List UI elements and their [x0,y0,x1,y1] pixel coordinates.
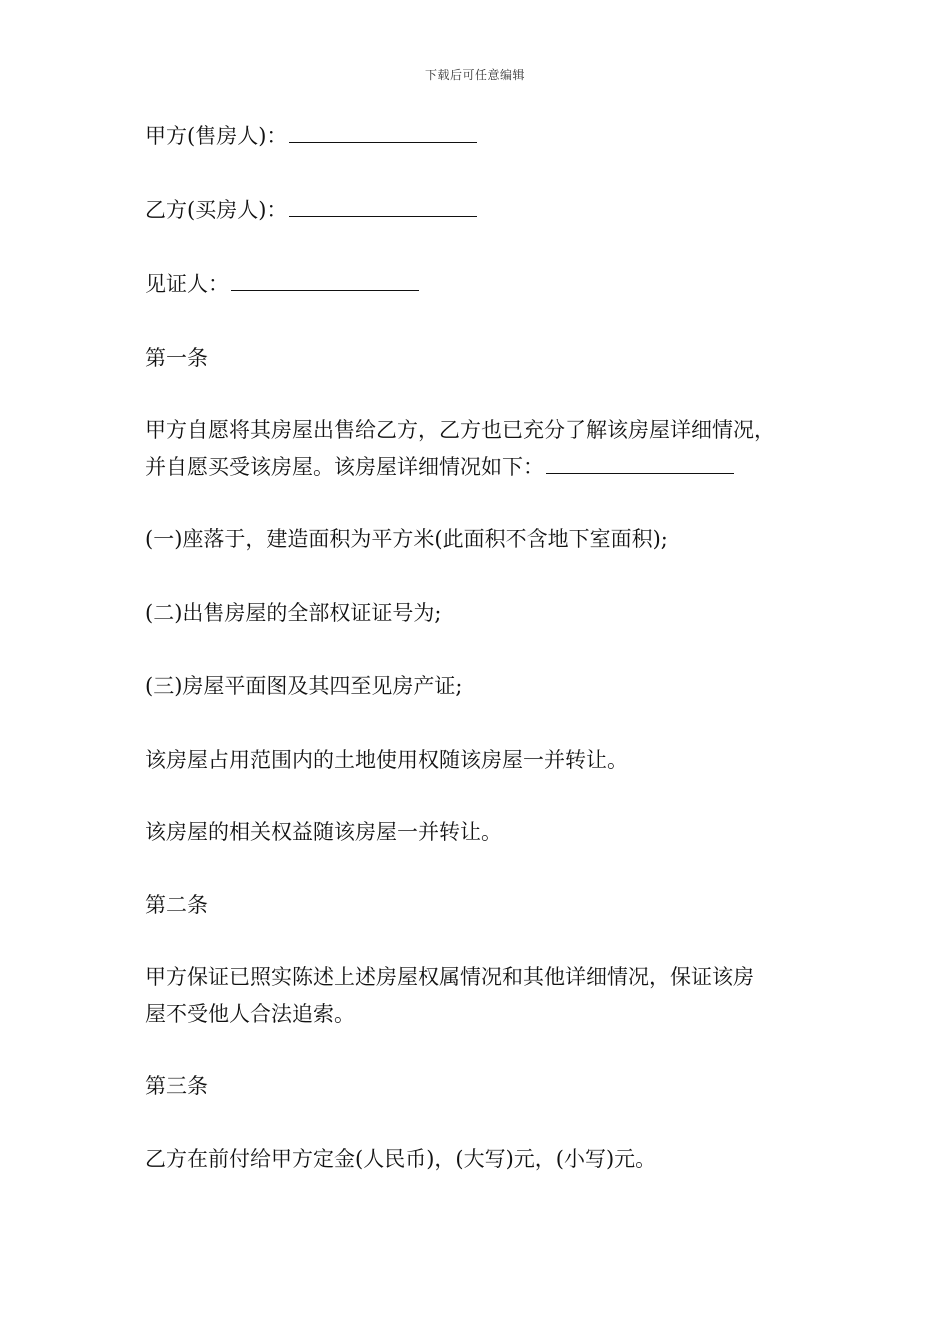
buyer-blank [289,196,477,217]
property-detail-blank [546,453,734,474]
article1-para-line2-text: 并自愿买受该房屋。该房屋详细情况如下： [145,455,544,479]
land-right-text: 该房屋占用范围内的土地使用权随该房屋一并转让。 [145,748,628,772]
article2-para-line1: 甲方保证已照实陈述上述房屋权属情况和其他详细情况，保证该房 [145,965,754,989]
seller-line [145,118,845,154]
witness-blank [231,270,419,291]
seller-blank [289,122,477,143]
article1-item3: (三)房屋平面图及其四至见房产证; [145,674,463,698]
witness-label: 见证人： [145,272,229,296]
article1-item2: (二)出售房屋的全部权证证号为; [145,601,442,625]
article1-title: 第一条 [145,346,208,370]
article3-para: 乙方在前付给甲方定金(人民币)，(大写)元，(小写)元。 [145,1147,657,1171]
witness-line [145,266,845,302]
header-note: 下载后可任意编辑 [424,68,525,82]
article3-title: 第三条 [145,1074,208,1098]
buyer-label: 乙方(买房人)： [145,198,288,222]
seller-label: 甲方(售房人)： [145,124,288,148]
buyer-line [145,192,845,228]
article2-title: 第二条 [145,893,208,917]
article1-para-line2 [145,449,845,485]
article1-para-line1: 甲方自愿将其房屋出售给乙方，乙方也已充分了解该房屋详细情况， [145,418,775,442]
article2-para-line2: 屋不受他人合法追索。 [145,1002,355,1026]
article1-item1: (一)座落于，建造面积为平方米(此面积不含地下室面积); [145,527,668,551]
related-rights-text: 该房屋的相关权益随该房屋一并转让。 [145,820,502,844]
